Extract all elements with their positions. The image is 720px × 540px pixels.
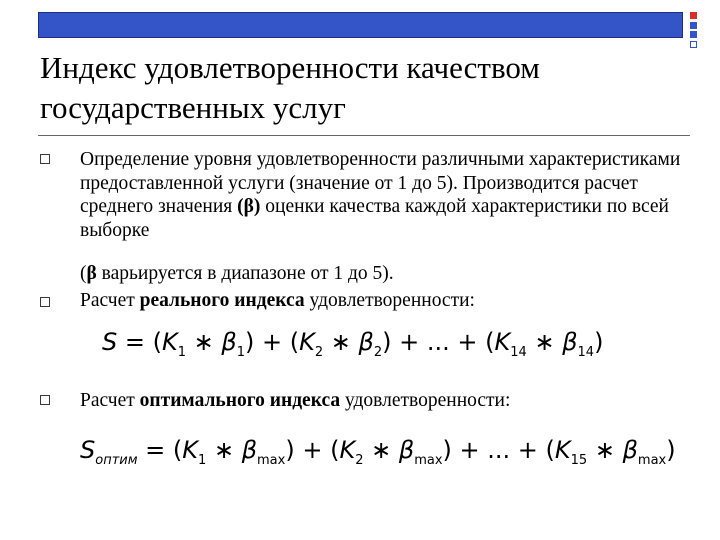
formula-paren: ) xyxy=(245,328,255,356)
item-text: Расчет xyxy=(80,390,140,411)
formula-operator: + ... + xyxy=(391,328,486,356)
list-item xyxy=(80,389,690,413)
formula-operator: ∗ xyxy=(587,436,623,464)
formula-subscript: 1 xyxy=(198,453,207,468)
formula-operator: ∗ xyxy=(186,328,222,356)
formula-paren: ) xyxy=(382,328,392,356)
formula-operator: ∗ xyxy=(206,436,242,464)
formula-real-index xyxy=(102,328,603,360)
formula-paren: ( xyxy=(330,436,340,464)
formula-paren: ( xyxy=(485,328,495,356)
item-text: оценки качества каждой характеристики по всей выборке xyxy=(80,196,669,241)
formula-subscript: 14 xyxy=(577,345,595,360)
title-bar-decoration xyxy=(38,12,683,38)
formula-operator: + ... + xyxy=(451,436,546,464)
formula-subscript: 1 xyxy=(177,345,187,360)
bullet-square-icon xyxy=(40,297,50,307)
formula-optimal-index xyxy=(80,436,676,468)
formula-paren: ) xyxy=(594,328,604,356)
formula-symbol: S xyxy=(80,436,96,464)
formula-paren: ( xyxy=(545,436,555,464)
formula-paren: ) xyxy=(666,436,676,464)
formula-operator: ∗ xyxy=(363,436,399,464)
formula-subscript: max xyxy=(257,453,286,468)
formula-symbol: K xyxy=(299,328,315,356)
formula-symbol: K xyxy=(339,436,356,464)
formula-symbol: β xyxy=(241,436,258,464)
item-text: Определение уровня удовлетворенности различными характеристиками предоставленной услуги (значение от 1 до 5). Производится расчет среднего значения xyxy=(80,149,681,217)
list-item xyxy=(80,289,690,313)
formula-symbol: K xyxy=(161,328,178,356)
formula-subscript: 1 xyxy=(236,345,245,360)
corner-square-outline xyxy=(690,41,697,48)
formula-symbol: β xyxy=(622,436,638,464)
corner-square-blue xyxy=(690,22,697,29)
formula-operator: = xyxy=(117,328,153,356)
formula-symbol: S xyxy=(102,328,118,356)
formula-subscript: оптим xyxy=(95,453,138,468)
formula-symbol: β xyxy=(562,328,578,356)
title-divider xyxy=(38,135,690,136)
item-text: ( xyxy=(80,263,87,284)
formula-operator: = xyxy=(137,436,173,464)
corner-square-red xyxy=(690,12,697,19)
formula-subscript: max xyxy=(637,453,667,468)
formula-operator: + xyxy=(294,436,331,464)
formula-subscript: max xyxy=(414,453,443,468)
formula-operator: + xyxy=(254,328,290,356)
formula-paren: ( xyxy=(289,328,300,356)
formula-subscript: 2 xyxy=(314,345,324,360)
formula-symbol: K xyxy=(554,436,571,464)
formula-symbol: β xyxy=(221,328,237,356)
item-text: Расчет xyxy=(80,290,140,311)
list-item xyxy=(80,148,690,242)
formula-symbol: β xyxy=(358,328,374,356)
formula-subscript: 15 xyxy=(570,453,588,468)
formula-subscript: 2 xyxy=(373,345,383,360)
bullet-square-icon xyxy=(40,154,50,164)
formula-symbol: K xyxy=(182,436,199,464)
item-text: удовлетворенности: xyxy=(304,290,475,311)
formula-paren: ) xyxy=(442,436,452,464)
formula-subscript: 14 xyxy=(510,345,527,360)
formula-paren: ( xyxy=(152,328,162,356)
corner-square-blue xyxy=(690,31,697,38)
formula-paren: ) xyxy=(285,436,295,464)
item-bold-text: реального индекса xyxy=(139,290,305,311)
formula-symbol: K xyxy=(494,328,511,356)
slide-title: Индекс удовлетворенности качеством государственных услуг xyxy=(40,50,540,125)
formula-paren: ( xyxy=(172,436,183,464)
item-text: варьируется в диапазоне от 1 до 5). xyxy=(96,263,394,284)
list-item-continuation xyxy=(80,262,690,286)
formula-operator: ∗ xyxy=(323,328,359,356)
bullet-square-icon xyxy=(40,395,50,405)
formula-operator: ∗ xyxy=(526,328,563,356)
formula-subscript: 2 xyxy=(355,453,364,468)
item-bold-text: (β) xyxy=(237,196,261,217)
item-text: удовлетворенности: xyxy=(340,390,511,411)
formula-symbol: β xyxy=(398,436,415,464)
item-bold-text: оптимального индекса xyxy=(139,390,341,411)
item-bold-text: β xyxy=(86,263,97,284)
